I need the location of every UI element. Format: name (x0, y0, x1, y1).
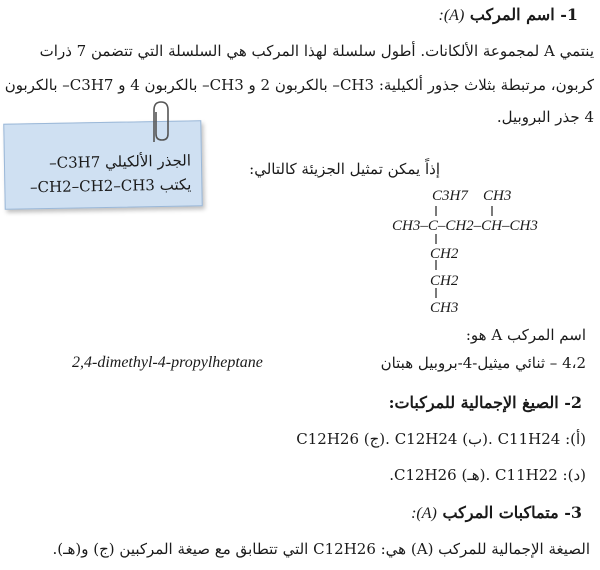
structure-top-left: C3H7 (432, 188, 468, 204)
section2-row1: (أ): C11H24 .(ب) C12H24 .(ج) C12H26 (296, 430, 586, 448)
structure-chain1: CH2 (430, 246, 459, 262)
section1-heading (439, 6, 579, 25)
naming-english: 2,4-dimethyl-4-propylheptane (72, 354, 263, 371)
section3-line1: الصيغة الإجمالية للمركب (A) هي: C12H26 التي تتطابق مع صيغة المركبين (ج) و(هـ). (52, 540, 590, 558)
section1-line3: 4 جذر البروبيل. (496, 108, 594, 126)
structure-top-right: CH3 (483, 188, 512, 204)
note-line1: الجذر الألكيلي C3H7– (48, 151, 192, 172)
note-line2: يكتب CH2–CH2–CH3– (29, 175, 192, 197)
structure-chain3: CH3 (430, 300, 459, 316)
section3-heading-label: (A): (411, 505, 437, 522)
section1-line2: كربون، مرتبطة بثلاث جذور ألكيلية: CH3– بالكربون 2 و CH3– بالكربون 4 و C3H7– بالكربون (4, 76, 594, 94)
structure-chain2: CH2 (430, 273, 459, 289)
section3-heading-text: 3- متماكبات المركب (442, 503, 582, 522)
naming-arabic: 4،2 – ثنائي ميثيل-4-بروبيل هبتان (380, 354, 586, 372)
structure-main-chain: CH3–C–CH2–CH–CH3 (392, 218, 538, 234)
section2-heading: 2- الصيغ الإجمالية للمركبات: (388, 393, 582, 412)
section3-heading (411, 504, 582, 523)
section1-heading-text: 1- اسم المركب (469, 5, 578, 24)
paperclip-icon (140, 98, 178, 146)
section1-heading-label: (A): (438, 7, 465, 24)
structure-intro: إذاً يمكن تمثيل الجزيئة كالتالي: (249, 160, 440, 178)
section1-line1: ينتمي A لمجموعة الألكانات. أطول سلسلة لهذا المركب هي السلسلة التي تتضمن 7 ذرات (39, 42, 594, 60)
naming-label: اسم المركب A هو: (465, 326, 586, 344)
section2-row2: (د): C11H22 .(هـ) C12H26. (389, 466, 586, 484)
